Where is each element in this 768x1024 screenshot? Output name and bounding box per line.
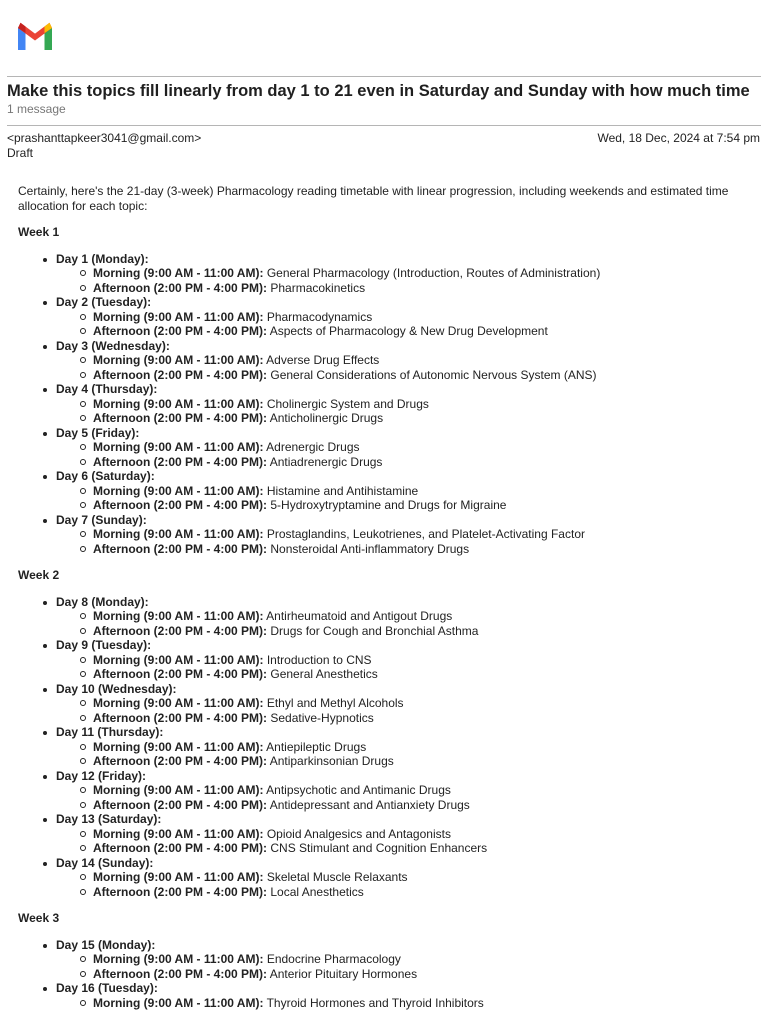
slot-list (56, 740, 763, 769)
slot-item (56, 527, 763, 542)
slot-time-label: Morning (9:00 AM - 11:00 AM): (93, 952, 264, 966)
slot-time-label: Afternoon (2:00 PM - 4:00 PM): (93, 966, 268, 981)
message-count: 1 message (7, 102, 66, 116)
slot-topic: Pharmacodynamics (266, 309, 373, 324)
slot-item (56, 368, 763, 383)
slot-list (56, 266, 763, 295)
slot-topic: 5-Hydroxytryptamine and Drugs for Migraine (270, 498, 507, 512)
slot-time-label: Afternoon (2:00 PM - 4:00 PM): (93, 324, 268, 338)
day-item (18, 682, 763, 726)
week-heading: Week 1 (18, 225, 60, 239)
day-item (18, 812, 763, 856)
subject-divider (7, 125, 761, 126)
day-item (18, 382, 763, 426)
slot-topic: General Pharmacology (Introduction, Routes of Administration) (266, 266, 601, 280)
slot-time-label: Afternoon (2:00 PM - 4:00 PM): (93, 710, 268, 725)
slot-item (56, 783, 763, 798)
slot-topic: Opioid Analgesics and Antagonists (266, 826, 451, 841)
slot-time-label: Morning (9:00 AM - 11:00 AM): (93, 483, 264, 498)
slot-topic: Antipsychotic and Antimanic Drugs (266, 783, 451, 797)
slot-topic: Endocrine Pharmacology (266, 952, 401, 966)
slot-topic: Anterior Pituitary Hormones (269, 966, 418, 981)
day-title: Day 3 (Wednesday): (56, 338, 170, 353)
slot-time-label: Afternoon (2:00 PM - 4:00 PM): (93, 411, 268, 425)
slot-time-label: Morning (9:00 AM - 11:00 AM): (93, 870, 264, 884)
day-item (18, 469, 763, 513)
day-item (18, 856, 763, 900)
day-item (18, 981, 763, 1010)
week-heading: Week 3 (18, 911, 60, 925)
slot-time-label: Morning (9:00 AM - 11:00 AM): (93, 353, 264, 367)
slot-time-label: Morning (9:00 AM - 11:00 AM): (93, 266, 264, 280)
slot-list (56, 527, 763, 556)
slot-item (56, 827, 763, 842)
slot-list (56, 827, 763, 856)
slot-topic: Nonsteroidal Anti-inflammatory Drugs (270, 541, 470, 556)
slot-topic: Pharmacokinetics (270, 280, 366, 295)
slot-list (56, 696, 763, 725)
slot-time-label: Morning (9:00 AM - 11:00 AM): (93, 783, 264, 797)
slot-topic: Cholinergic System and Drugs (266, 396, 429, 411)
slot-time-label: Afternoon (2:00 PM - 4:00 PM): (93, 841, 268, 855)
slot-time-label: Afternoon (2:00 PM - 4:00 PM): (93, 667, 268, 681)
slot-item (56, 542, 763, 557)
day-title: Day 7 (Sunday): (56, 512, 147, 527)
slot-item (56, 798, 763, 813)
day-item (18, 769, 763, 813)
slot-time-label: Morning (9:00 AM - 11:00 AM): (93, 739, 264, 754)
day-item (18, 426, 763, 470)
day-title: Day 14 (Sunday): (56, 855, 154, 870)
day-title: Day 1 (Monday): (56, 251, 149, 266)
slot-list (56, 397, 763, 426)
slot-item (56, 266, 763, 281)
slot-item (56, 740, 763, 755)
slot-item (56, 754, 763, 769)
draft-label: Draft (7, 146, 34, 160)
slot-item (56, 952, 763, 967)
email-body (18, 184, 763, 1022)
slot-time-label: Afternoon (2:00 PM - 4:00 PM): (93, 797, 268, 812)
slot-topic: General Anesthetics (270, 667, 378, 681)
slot-time-label: Afternoon (2:00 PM - 4:00 PM): (93, 754, 268, 768)
slot-topic: Adrenergic Drugs (266, 440, 360, 454)
slot-topic: Introduction to CNS (266, 652, 372, 667)
slot-topic: Thyroid Hormones and Thyroid Inhibitors (266, 995, 484, 1010)
day-title: Day 11 (Thursday): (56, 725, 164, 739)
slot-item (56, 411, 763, 426)
day-title: Day 8 (Monday): (56, 594, 149, 609)
day-item (18, 339, 763, 383)
slot-list (56, 653, 763, 682)
day-title: Day 12 (Friday): (56, 768, 147, 783)
slot-list (56, 996, 763, 1011)
email-subject: Make this topics fill linearly from day 1 to 21 even in Saturday and Sunday with how much time (7, 82, 750, 100)
slot-time-label: Morning (9:00 AM - 11:00 AM): (93, 609, 264, 623)
intro-text: Certainly, here's the 21-day (3-week) Pharmacology reading timetable with linear progression, including weekends and estimated time allocation for each topic: (18, 184, 729, 213)
slot-time-label: Morning (9:00 AM - 11:00 AM): (93, 527, 264, 541)
slot-item (56, 484, 763, 499)
slot-list (56, 353, 763, 382)
slot-item (56, 440, 763, 455)
day-title: Day 16 (Tuesday): (56, 981, 158, 995)
day-item (18, 513, 763, 557)
slot-topic: Antidepressant and Antianxiety Drugs (269, 797, 470, 812)
slot-time-label: Afternoon (2:00 PM - 4:00 PM): (93, 498, 268, 512)
slot-item (56, 711, 763, 726)
slot-list (56, 440, 763, 469)
slot-list (56, 870, 763, 899)
slot-topic: Antiepileptic Drugs (266, 739, 367, 754)
slot-list (56, 484, 763, 513)
slot-item (56, 397, 763, 412)
slot-topic: CNS Stimulant and Cognition Enhancers (270, 841, 488, 855)
slot-item (56, 609, 763, 624)
gmail-logo-icon (14, 20, 56, 52)
slot-topic: Histamine and Antihistamine (266, 483, 419, 498)
day-title: Day 5 (Friday): (56, 425, 140, 440)
slot-time-label: Afternoon (2:00 PM - 4:00 PM): (93, 280, 268, 295)
day-title: Day 2 (Tuesday): (56, 295, 152, 309)
day-item (18, 938, 763, 982)
slot-topic: Sedative-Hypnotics (270, 710, 374, 725)
slot-item (56, 455, 763, 470)
slot-topic: Antirheumatoid and Antigout Drugs (266, 609, 453, 623)
slot-item (56, 624, 763, 639)
slot-time-label: Morning (9:00 AM - 11:00 AM): (93, 826, 264, 841)
slot-time-label: Afternoon (2:00 PM - 4:00 PM): (93, 367, 268, 382)
slot-item (56, 281, 763, 296)
slot-time-label: Morning (9:00 AM - 11:00 AM): (93, 396, 264, 411)
day-item (18, 295, 763, 339)
slot-list (56, 310, 763, 339)
slot-time-label: Morning (9:00 AM - 11:00 AM): (93, 696, 264, 710)
day-list (18, 252, 763, 557)
slot-list (56, 609, 763, 638)
day-title: Day 9 (Tuesday): (56, 638, 152, 652)
slot-topic: Antiparkinsonian Drugs (269, 754, 394, 768)
slot-topic: Adverse Drug Effects (266, 353, 380, 367)
slot-item (56, 667, 763, 682)
slot-topic: Antiadrenergic Drugs (269, 454, 383, 469)
slot-topic: Anticholinergic Drugs (269, 411, 384, 425)
day-title: Day 6 (Saturday): (56, 469, 155, 483)
day-title: Day 4 (Thursday): (56, 382, 158, 396)
day-item (18, 725, 763, 769)
message-date: Wed, 18 Dec, 2024 at 7:54 pm (597, 131, 760, 145)
day-title: Day 15 (Monday): (56, 937, 156, 952)
day-item (18, 595, 763, 639)
slot-topic: Aspects of Pharmacology & New Drug Development (269, 324, 548, 338)
slot-time-label: Morning (9:00 AM - 11:00 AM): (93, 440, 264, 454)
slot-item (56, 885, 763, 900)
slot-item (56, 498, 763, 513)
slot-topic: General Considerations of Autonomic Nervous System (ANS) (270, 367, 597, 382)
slot-item (56, 353, 763, 368)
day-title: Day 13 (Saturday): (56, 812, 162, 826)
slot-topic: Skeletal Muscle Relaxants (266, 870, 408, 884)
slot-topic: Prostaglandins, Leukotrienes, and Platelet-Activating Factor (266, 527, 585, 541)
slot-item (56, 870, 763, 885)
slot-time-label: Afternoon (2:00 PM - 4:00 PM): (93, 541, 268, 556)
slot-time-label: Morning (9:00 AM - 11:00 AM): (93, 995, 264, 1010)
slot-time-label: Afternoon (2:00 PM - 4:00 PM): (93, 884, 268, 899)
slot-time-label: Morning (9:00 AM - 11:00 AM): (93, 309, 264, 324)
slot-list (56, 952, 763, 981)
slot-item (56, 996, 763, 1011)
slot-list (56, 783, 763, 812)
day-list (18, 595, 763, 900)
slot-item (56, 696, 763, 711)
slot-time-label: Afternoon (2:00 PM - 4:00 PM): (93, 623, 268, 638)
slot-topic: Local Anesthetics (270, 884, 364, 899)
slot-item (56, 310, 763, 325)
slot-item (56, 653, 763, 668)
slot-time-label: Morning (9:00 AM - 11:00 AM): (93, 652, 264, 667)
sender-address: <prashanttapkeer3041@gmail.com> (7, 131, 202, 145)
slot-time-label: Afternoon (2:00 PM - 4:00 PM): (93, 454, 268, 469)
slot-topic: Ethyl and Methyl Alcohols (266, 696, 404, 710)
slot-item (56, 324, 763, 339)
day-title: Day 10 (Wednesday): (56, 681, 177, 696)
day-list (18, 938, 763, 1011)
header-divider (7, 76, 761, 77)
slot-topic: Drugs for Cough and Bronchial Asthma (270, 623, 479, 638)
slot-item (56, 841, 763, 856)
day-item (18, 638, 763, 682)
day-item (18, 252, 763, 296)
slot-item (56, 967, 763, 982)
week-heading: Week 2 (18, 568, 60, 582)
